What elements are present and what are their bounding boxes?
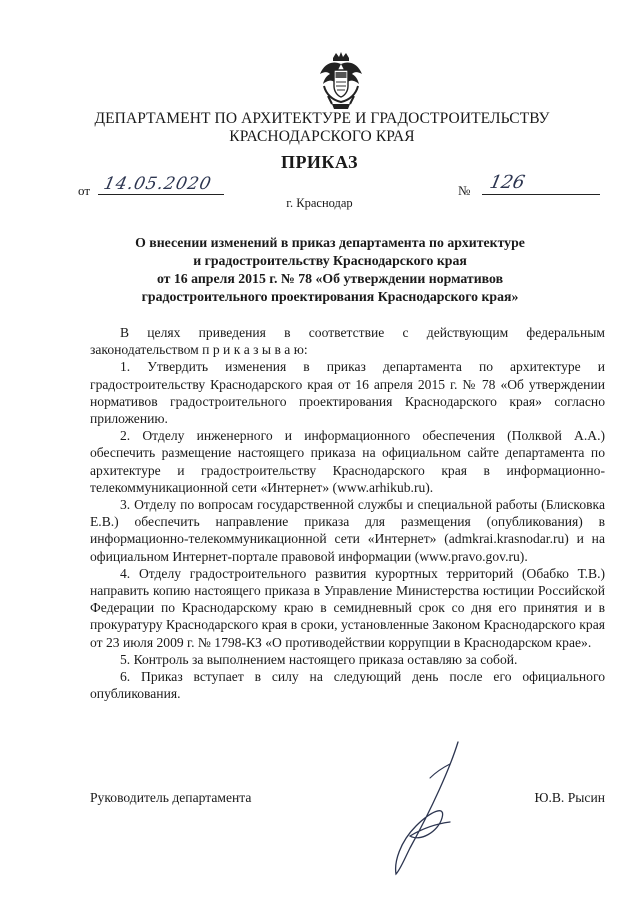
from-label: от bbox=[78, 183, 91, 198]
handwritten-signature-icon bbox=[370, 738, 480, 878]
order-date: 14.05.2020 bbox=[101, 174, 214, 194]
signer-position: Руководитель департамента bbox=[90, 790, 252, 805]
body-item-5: 5. Контроль за выполнением настоящего приказа оставляю за собой. bbox=[120, 651, 518, 667]
body-item-6: 6. Приказ вступает в силу на следующий день после его официального опубликования. bbox=[90, 669, 605, 702]
city: г. Краснодар bbox=[286, 196, 353, 210]
order-title: ПРИКАЗ bbox=[280, 152, 359, 172]
body-item-4: 4. Отделу градостроительного развития курортных территорий (Обабко Т.В.) направить копию настоящего приказа в Управление Министерства юстиции Российской Федерации по Краснодарскому краю в семидневный срок со дня его принятия и в прокуратуру Краснодарского края в сроки, установленные Законом Краснодарского края от 23 июля 2009 г. № 1798-КЗ «О противодействии коррупции в Краснодарском крае». bbox=[90, 565, 605, 650]
department-line-2: КРАСНОДАРСКОГО КРАЯ bbox=[229, 128, 415, 145]
subject-line-2: и градостроительству Краснодарского края bbox=[193, 253, 467, 268]
body-item-2: 2. Отделу инженерного и информационного обеспечения (Полквой А.А.) обеспечить размещение настоящего приказа на официальном сайте департамента по архитектуре и градостроительству Краснодарского края в информационно-телекоммуникационной сети «Интернет» (www.arhikub.ru). bbox=[90, 428, 605, 495]
body-intro: В целях приведения в соответствие с действующим федеральным законодательством п р и к а з ы в а ю: bbox=[90, 325, 605, 358]
signer-name: Ю.В. Рысин bbox=[534, 790, 605, 805]
number-underline bbox=[482, 194, 600, 195]
body-item-1: 1. Утвердить изменения в приказ департамента по архитектуре и градостроительству Краснодарского края от 16 апреля 2015 г. № 78 «Об утверждении нормативов градостроительного проектирования Краснодарского края» согласно приложению. bbox=[90, 359, 605, 427]
department-line-1: ДЕПАРТАМЕНТ ПО АРХИТЕКТУРЕ И ГРАДОСТРОИТЕЛЬСТВУ bbox=[94, 110, 550, 127]
subject-line-3: от 16 апреля 2015 г. № 78 «Об утверждении нормативов bbox=[156, 271, 504, 286]
coat-of-arms-icon bbox=[318, 52, 364, 110]
order-subject bbox=[110, 234, 550, 306]
department-name bbox=[80, 110, 564, 146]
order-body bbox=[90, 324, 605, 702]
order-number: 126 bbox=[487, 172, 527, 193]
date-underline bbox=[98, 194, 224, 195]
subject-line-1: О внесении изменений в приказ департамента по архитектуре bbox=[135, 235, 525, 250]
number-label: № bbox=[458, 183, 471, 198]
subject-line-4: градостроительного проектирования Краснодарского края» bbox=[141, 289, 519, 304]
body-item-3: 3. Отделу по вопросам государственной службы и специальной работы (Блисковка Е.В.) обеспечить направление приказа для размещения (опубликования) в информационно-телекоммуникационной сети «Интернет» (admkrai.krasnodar.ru) и на официальном Интернет-портале правовой информации (www.pravo.gov.ru). bbox=[90, 497, 605, 564]
